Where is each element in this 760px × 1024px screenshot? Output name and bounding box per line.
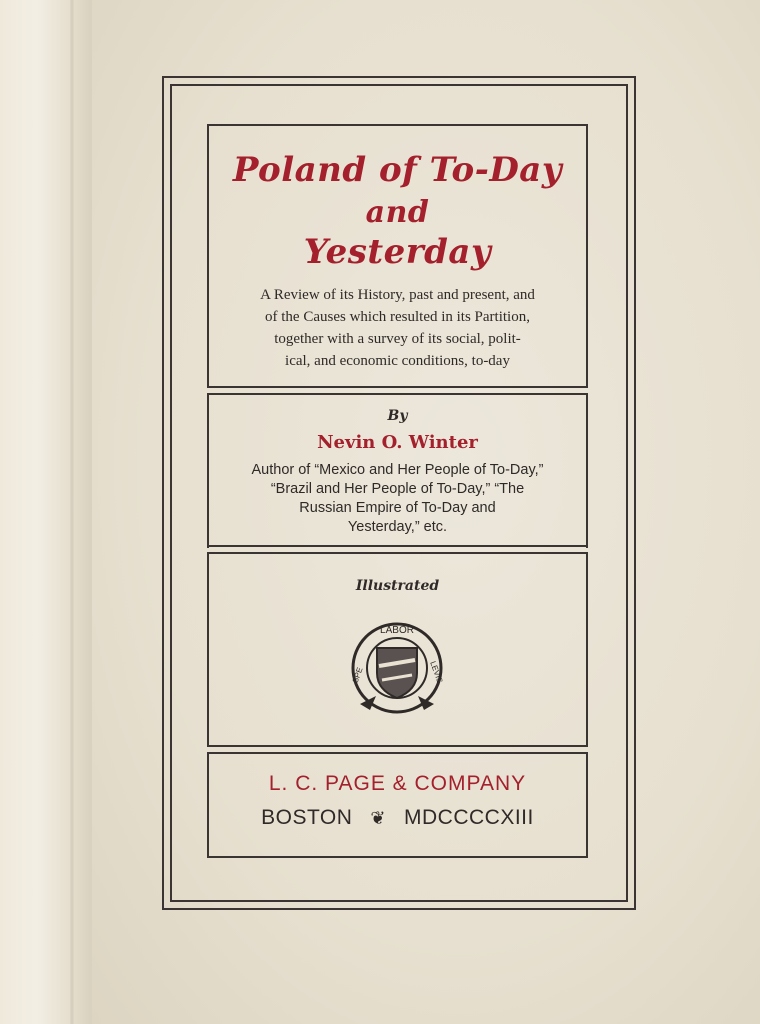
works-line: “Brazil and Her People of To-Day,” “The (270, 481, 525, 497)
book-title-line-2: and (365, 195, 430, 230)
publisher-city: BOSTON (261, 806, 353, 829)
works-line: Author of “Mexico and Her People of To-Day,” (251, 462, 544, 478)
description-line: together with a survey of its social, polit- (274, 331, 521, 347)
divider-rule (207, 386, 588, 388)
book-title-line-3: Yesterday (303, 232, 492, 272)
emblem-motto-left: SPE (350, 666, 365, 685)
publisher-name: L. C. PAGE & COMPANY (268, 772, 527, 795)
emblem-motto-right: LEVIS (428, 659, 445, 685)
gutter-shadow (70, 0, 74, 1024)
subtitle-description (207, 284, 588, 372)
works-line: Russian Empire of To-Day and (299, 500, 496, 516)
divider-rule (207, 545, 588, 547)
imprint-line (207, 806, 588, 830)
book-title-line-1: Poland of To-Day (232, 150, 563, 190)
author-name: Nevin O. Winter (317, 432, 478, 453)
illustrated-label: Illustrated (355, 578, 440, 594)
divider-rule (207, 745, 588, 747)
by-label: By (387, 408, 408, 424)
publisher-emblem-icon (346, 618, 448, 718)
works-line: Yesterday,” etc. (347, 519, 448, 535)
description-line: A Review of its History, past and present, and (260, 287, 535, 303)
publication-year: MDCCCCXIII (404, 806, 534, 829)
description-line: ical, and economic conditions, to-day (285, 353, 510, 369)
author-other-works (207, 461, 588, 537)
description-line: of the Causes which resulted in its Partition, (265, 309, 530, 325)
emblem-motto-top: LABOR (380, 625, 414, 636)
leaf-ornament-icon: ❦ (370, 808, 387, 828)
book-spine-edge (0, 0, 93, 1024)
